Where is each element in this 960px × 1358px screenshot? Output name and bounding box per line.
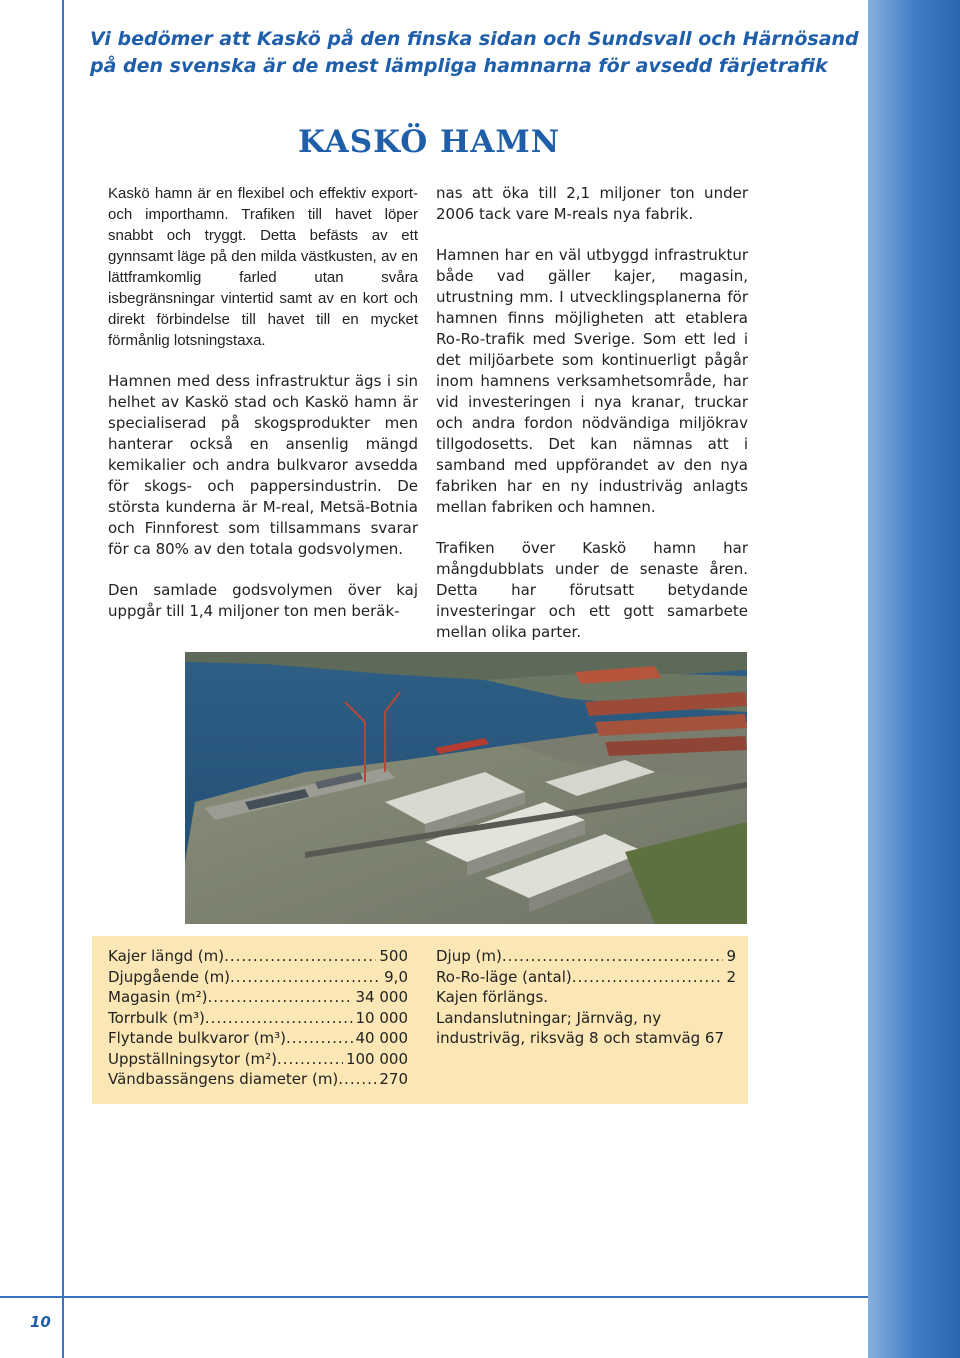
fact-row [108,1028,408,1049]
fact-row [436,967,736,988]
fact-label: Djup (m) [436,947,502,965]
dot-leader [205,1008,353,1029]
left-text-column [108,183,418,642]
facts-right-list [436,946,736,1049]
fact-label: Uppställningsytor (m²) [108,1049,277,1068]
paragraph: Den samlade godsvolymen över kaj uppgår till 1,4 miljoner ton men beräk- [108,581,418,620]
fact-value: 10 000 [355,1008,408,1027]
right-text-column [436,183,748,663]
fact-value: 40 000 [355,1029,408,1047]
fact-value: 500 [379,947,408,965]
dot-leader [572,967,724,988]
fact-label: Flytande bulkvaror (m³) [108,1029,287,1047]
dot-leader [230,967,381,988]
fact-label: Torrbulk (m³) [108,1008,205,1027]
fact-value: 9,0 [384,967,408,986]
fact-label: Djupgående (m) [108,967,231,986]
section-title: KASKÖ HAMN [298,124,561,160]
paragraph: Kaskö hamn är en flexibel och effektiv export- och importhamn. Trafiken till havet löper snabbt och tryggt. Detta befästs av ett gynnsamt läge på den milda västkusten, av en lättframkomlig farled utan svåra isbegränsningar vintertid samt av en kort och direkt förbindelse till havet till en mycket förmånlig lotsningstaxa. [108,185,418,349]
headline-line-1: Vi bedömer att Kaskö på den finska sidan och Sundsvall och Härnösand [90,28,859,50]
paragraph: Hamnen med dess infrastruktur ägs i sin helhet av Kaskö stad och Kaskö hamn är specialiserad på skogsprodukter men hanterar också en ansenlig mängd kemikalier och andra bulkvaror avsedda för skogs- och pappersindustrin. De största kunderna är M-real, Metsä-Botnia och Finnforest som tillsammans svarar för ca 80% av den totala godsvolymen. [108,372,418,558]
dot-leader [338,1069,376,1090]
fact-label: Vändbassängens diameter (m) [108,1070,339,1088]
fact-value: 9 [726,947,736,965]
paragraph: Trafiken över Kaskö hamn har mångdubblats under de senaste åren. Detta har förutsatt betydande investeringar och ett gott samarbete mellan olika parter. [436,539,748,641]
fact-note: Kajen förlängs. [436,988,549,1006]
fact-note: Landanslutningar; Järnväg, ny industriväg, riksväg 8 och stamväg 67 [436,1008,725,1047]
dot-leader [286,1028,352,1049]
page-headline [90,26,860,80]
fact-row [108,1008,408,1029]
fact-value: 2 [726,967,736,986]
paragraph: nas att öka till 2,1 miljoner ton under 2006 tack vare M-reals nya fabrik. [436,184,748,223]
dot-leader [277,1049,343,1070]
dot-leader [207,987,352,1008]
facts-left-list [108,946,408,1090]
fact-row [108,1069,408,1090]
fact-row [436,946,736,967]
fact-row [108,987,408,1008]
paragraph: Hamnen har en väl utbyggd infrastruktur både vad gäller kajer, magasin, utrustning mm. I utvecklingsplanerna för hamnen finns möjligheten att etablera Ro-Ro-trafik med Sverige. Som ett led i det miljöarbete som kontinuerligt pågår inom hamnens verksamhetsområde, har vid investeringen i nya kranar, truckar och andra fordon nödvändiga miljökrav tillgodosetts. Det kan nämnas att i samband med uppförandet av den nya fabriken har en ny industriväg anlagts mellan fabriken och hamnen. [436,246,748,516]
frame-left-rule [62,0,64,1358]
fact-label: Magasin (m²) [108,988,208,1006]
headline-line-2: på den svenska är de mest lämpliga hamnarna för avsedd färjetrafik [90,55,828,77]
dot-leader [502,946,724,967]
page-number: 10 [30,1313,51,1331]
harbor-aerial-photo [185,652,747,924]
fact-row [108,1049,408,1070]
fact-label: Ro-Ro-läge (antal) [436,967,572,986]
fact-row [108,967,408,988]
fact-value: 270 [379,1070,408,1088]
fact-value: 34 000 [355,988,408,1006]
fact-value: 100 000 [345,1049,408,1068]
frame-bottom-rule [0,1296,868,1298]
fact-label: Kajer längd (m) [108,947,225,965]
fact-row [108,946,408,967]
dot-leader [224,946,376,967]
